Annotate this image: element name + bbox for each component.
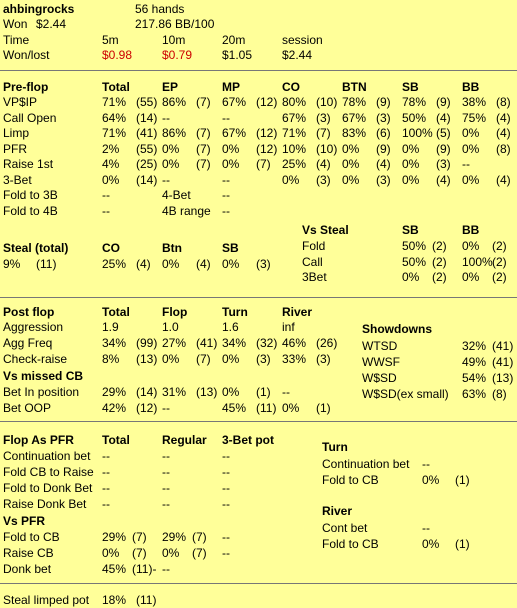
river-title: River — [322, 504, 353, 518]
preflop-cell-value: 100% — [402, 126, 433, 140]
preflop-cell-value: 0% — [402, 172, 420, 187]
preflop-cell-value: -- — [102, 188, 110, 202]
preflop-cell-count: (8) — [496, 95, 511, 109]
preflop-cell-count: (12) — [256, 141, 278, 156]
preflop-cell-count: (9) — [436, 95, 451, 109]
preflop-col-btn: BTN — [342, 80, 367, 94]
preflop-cell-count: (4) — [376, 157, 391, 171]
preflop-col-total: Total — [102, 80, 130, 94]
vs-steal-cell-value: 0% — [462, 239, 480, 253]
showdown-count: (13) — [492, 371, 514, 385]
preflop-cell-value: 71% — [102, 95, 127, 109]
preflop-cell-count: (9) — [376, 141, 391, 156]
vs-pfr-cell-value: -- — [162, 562, 170, 576]
preflop-cell-value: 0% — [102, 172, 120, 187]
postflop-cell-count: (99) — [136, 336, 158, 350]
flop-pfr-cell-value: -- — [102, 497, 110, 511]
vs-pfr-cell-value: 0% — [102, 546, 120, 560]
missed-cb-cell-count: (14) — [136, 385, 158, 399]
vs-pfr-cell-value: 29% — [102, 530, 127, 544]
player-name: ahbingrocks — [3, 2, 75, 16]
showdown-value: 54% — [462, 371, 487, 385]
preflop-col-ep: EP — [162, 80, 179, 94]
preflop-cell-count: (4) — [436, 110, 451, 125]
preflop-row-label: VP$IP — [3, 95, 38, 109]
preflop-cell-value: 0% — [342, 172, 360, 187]
vs-steal-row-label: 3Bet — [302, 270, 327, 284]
vs-pfr-cell-count: (11)- — [132, 562, 157, 576]
preflop-cell-value: -- — [462, 157, 470, 171]
period-20m-label: 20m — [222, 33, 246, 47]
preflop-cell-value: 0% — [342, 141, 360, 156]
preflop-cell-value: -- — [222, 110, 230, 125]
preflop-cell-value: 0% — [342, 157, 360, 171]
vs-steal-col-sb: SB — [402, 223, 419, 237]
preflop-cell-value: 75% — [462, 110, 487, 125]
preflop-title: Pre-flop — [3, 80, 49, 94]
bb-per-100: 217.86 BB/100 — [135, 17, 215, 31]
missed-cb-cell-value: 29% — [102, 385, 127, 399]
postflop-cell-count: (3) — [256, 352, 271, 366]
preflop-cell-count: (8) — [496, 141, 511, 156]
preflop-row-label: Limp — [3, 126, 30, 140]
river-count: (1) — [455, 537, 470, 551]
postflop-cell-count: (3) — [316, 352, 331, 366]
missed-cb-cell-value: 45% — [222, 401, 247, 415]
vs-pfr-title: Vs PFR — [3, 514, 46, 528]
vs-steal-cell-count: (2) — [492, 254, 507, 269]
preflop-cell-value: 0% — [162, 157, 180, 171]
preflop-cell-value: -- — [222, 188, 230, 202]
preflop-cell-value: 78% — [342, 95, 367, 109]
postflop-cell-value: 33% — [282, 352, 307, 366]
steal-col-sb: SB — [222, 241, 239, 255]
flop-pfr-cell-value: -- — [222, 497, 230, 511]
flop-pfr-row-label: Continuation bet — [3, 449, 91, 463]
turn-value: -- — [422, 457, 430, 471]
preflop-cell-value: -- — [222, 172, 230, 187]
turn-row-label: Continuation bet — [322, 457, 410, 471]
steal-limped-value: 18% — [102, 593, 127, 607]
postflop-cell-value: 34% — [102, 336, 127, 350]
missed-cb-cell-value: 0% — [282, 401, 300, 415]
preflop-cell-value: 0% — [282, 172, 300, 187]
flop-pfr-cell-value: -- — [222, 481, 230, 495]
missed-cb-cell-value: 42% — [102, 401, 127, 415]
flop-pfr-col-3bet: 3-Bet pot — [222, 433, 274, 447]
hands-count: 56 hands — [135, 2, 185, 16]
steal-btn-value: 0% — [162, 257, 180, 271]
missed-cb-row-label: Bet In position — [3, 385, 80, 399]
period-5m-label: 5m — [102, 33, 119, 47]
missed-cb-cell-count: (1) — [256, 385, 271, 399]
preflop-cell-count: (7) — [196, 95, 211, 109]
preflop-cell-value: 64% — [102, 110, 127, 125]
vs-steal-col-bb: BB — [462, 223, 480, 237]
preflop-row-label: PFR — [3, 141, 27, 156]
river-value: -- — [422, 521, 430, 535]
turn-title: Turn — [322, 440, 348, 454]
steal-total-title: Steal (total) — [3, 241, 69, 255]
section-divider — [0, 70, 517, 71]
turn-count: (1) — [455, 473, 470, 487]
preflop-cell-count: (4) — [436, 172, 451, 187]
preflop-row-label: Fold to 3B — [3, 188, 58, 202]
showdown-value: 63% — [462, 387, 487, 401]
postflop-row-label: Check-raise — [3, 352, 68, 366]
preflop-cell-value: 83% — [342, 126, 367, 140]
preflop-cell-count: (14) — [136, 172, 158, 187]
river-row-label: Fold to CB — [322, 537, 379, 551]
preflop-cell-count: (10) — [316, 95, 338, 109]
preflop-cell-count: (12) — [256, 95, 278, 109]
turn-row-label: Fold to CB — [322, 473, 379, 487]
missed-cb-cell-count: (11) — [256, 401, 277, 415]
steal-btn-count: (4) — [196, 257, 211, 271]
steal-limped-label: Steal limped pot — [3, 593, 90, 607]
flop-pfr-col-total: Total — [102, 433, 130, 447]
postflop-cell-value: 1.9 — [102, 320, 119, 334]
showdown-count: (8) — [492, 387, 507, 401]
period-session-label: session — [282, 33, 323, 47]
vs-steal-cell-value: 50% — [402, 254, 427, 269]
preflop-cell-value: 0% — [222, 141, 240, 156]
flop-pfr-title: Flop As PFR — [3, 433, 74, 447]
turn-value: 0% — [422, 473, 440, 487]
preflop-cell-value: 67% — [342, 110, 367, 125]
missed-cb-cell-value: 31% — [162, 385, 187, 399]
showdown-count: (41) — [492, 355, 514, 369]
flop-pfr-cell-value: -- — [162, 481, 170, 495]
preflop-cell-count: (55) — [136, 95, 158, 109]
vs-steal-row-label: Call — [302, 254, 323, 269]
preflop-cell-value: 10% — [282, 141, 307, 156]
vs-steal-cell-value: 0% — [402, 270, 420, 284]
showdowns-title: Showdowns — [362, 322, 432, 336]
flop-pfr-row-label: Fold to Donk Bet — [3, 481, 93, 495]
preflop-cell-value: 80% — [282, 95, 307, 109]
vs-steal-cell-count: (2) — [492, 239, 507, 253]
preflop-col-bb: BB — [462, 80, 480, 94]
preflop-cell-value: 0% — [162, 141, 180, 156]
preflop-col-sb: SB — [402, 80, 419, 94]
postflop-cell-count: (13) — [136, 352, 158, 366]
missed-cb-cell-value: -- — [162, 401, 170, 415]
preflop-cell-value: -- — [162, 172, 170, 187]
showdown-row-label: W$SD — [362, 371, 397, 385]
steal-sb-value: 0% — [222, 257, 240, 271]
preflop-cell-count: (4) — [496, 172, 511, 187]
postflop-cell-value: 0% — [222, 352, 240, 366]
vs-pfr-cell-value: 0% — [162, 546, 180, 560]
vs-pfr-cell-count: (7) — [192, 530, 207, 544]
postflop-cell-value: 0% — [162, 352, 180, 366]
period-10m-value: $0.79 — [162, 48, 193, 62]
preflop-cell-count: (6) — [376, 126, 391, 140]
postflop-cell-value: 46% — [282, 336, 307, 350]
preflop-col-co: CO — [282, 80, 300, 94]
missed-cb-title: Vs missed CB — [3, 369, 84, 383]
preflop-cell-count: (7) — [316, 126, 331, 140]
won-value: $2.44 — [36, 17, 67, 31]
preflop-col-mp: MP — [222, 80, 240, 94]
vs-pfr-cell-value: 45% — [102, 562, 127, 576]
preflop-cell-value: 4-Bet — [162, 188, 191, 202]
period-20m-value: $1.05 — [222, 48, 253, 62]
preflop-cell-count: (7) — [196, 157, 211, 171]
steal-co-count: (4) — [136, 257, 151, 271]
steal-total-value: 9% — [3, 257, 21, 271]
won-label: Won — [3, 17, 28, 31]
postflop-cell-value: inf — [282, 320, 295, 334]
preflop-cell-count: (4) — [496, 126, 511, 140]
period-5m-value: $0.98 — [102, 48, 133, 62]
preflop-cell-count: (9) — [436, 141, 451, 156]
postflop-title: Post flop — [3, 305, 55, 319]
showdown-value: 49% — [462, 355, 487, 369]
preflop-cell-value: 0% — [462, 141, 480, 156]
steal-co-value: 25% — [102, 257, 127, 271]
period-session-value: $2.44 — [282, 48, 313, 62]
showdown-row-label: W$SD(ex small) — [362, 387, 449, 401]
flop-pfr-col-regular: Regular — [162, 433, 207, 447]
vs-steal-cell-count: (2) — [432, 254, 447, 269]
postflop-cell-count: (41) — [196, 336, 218, 350]
preflop-row-label: Fold to 4B — [3, 203, 58, 218]
preflop-cell-count: (4) — [496, 110, 511, 125]
vs-pfr-row-label: Donk bet — [3, 562, 52, 576]
time-label: Time — [3, 33, 30, 47]
preflop-row-label: 3-Bet — [3, 172, 32, 187]
postflop-cell-count: (26) — [316, 336, 338, 350]
vs-steal-cell-count: (2) — [492, 270, 507, 284]
preflop-cell-count: (9) — [376, 95, 391, 109]
postflop-col-river: River — [282, 305, 313, 319]
preflop-cell-value: 38% — [462, 95, 487, 109]
postflop-cell-count: (32) — [256, 336, 278, 350]
steal-col-co: CO — [102, 241, 120, 255]
flop-pfr-cell-value: -- — [102, 465, 110, 479]
preflop-cell-value: 25% — [282, 157, 307, 171]
missed-cb-cell-count: (13) — [196, 385, 218, 399]
flop-pfr-cell-value: -- — [222, 465, 230, 479]
section-divider — [0, 421, 517, 422]
preflop-cell-count: (14) — [136, 110, 158, 125]
vs-pfr-row-label: Raise CB — [3, 546, 54, 560]
postflop-cell-value: 1.0 — [162, 320, 179, 334]
flop-pfr-cell-value: -- — [162, 497, 170, 511]
vs-pfr-cell-value: -- — [222, 530, 230, 544]
postflop-cell-count: (7) — [196, 352, 211, 366]
preflop-cell-value: 86% — [162, 126, 187, 140]
postflop-col-turn: Turn — [222, 305, 248, 319]
preflop-cell-value: 71% — [102, 126, 127, 140]
winlost-label: Won/lost — [3, 48, 50, 62]
missed-cb-row-label: Bet OOP — [3, 401, 52, 415]
river-row-label: Cont bet — [322, 521, 368, 535]
preflop-row-label: Call Open — [3, 110, 57, 125]
preflop-cell-count: (7) — [256, 157, 271, 171]
flop-pfr-cell-value: -- — [162, 465, 170, 479]
vs-pfr-cell-value: -- — [222, 546, 230, 560]
preflop-cell-count: (12) — [256, 126, 278, 140]
preflop-cell-value: 0% — [462, 172, 480, 187]
preflop-cell-count: (5) — [436, 126, 451, 140]
showdown-count: (41) — [492, 339, 514, 353]
vs-pfr-cell-count: (7) — [132, 530, 147, 544]
preflop-cell-value: 0% — [402, 157, 420, 171]
missed-cb-cell-value: -- — [282, 385, 290, 399]
preflop-cell-value: 2% — [102, 141, 120, 156]
showdown-value: 32% — [462, 339, 487, 353]
vs-pfr-cell-count: (7) — [132, 546, 147, 560]
postflop-cell-value: 1.6 — [222, 320, 239, 334]
preflop-cell-count: (3) — [376, 110, 391, 125]
preflop-cell-count: (10) — [316, 141, 338, 156]
preflop-cell-value: 78% — [402, 95, 427, 109]
steal-col-btn: Btn — [162, 241, 182, 255]
period-10m-label: 10m — [162, 33, 186, 47]
preflop-cell-count: (3) — [316, 172, 331, 187]
section-divider — [0, 583, 517, 584]
preflop-cell-count: (7) — [196, 141, 211, 156]
postflop-col-total: Total — [102, 305, 130, 319]
vs-pfr-cell-value: 29% — [162, 530, 187, 544]
postflop-row-label: Agg Freq — [3, 336, 53, 350]
preflop-cell-count: (41) — [136, 126, 158, 140]
preflop-cell-value: 0% — [402, 141, 420, 156]
preflop-cell-count: (55) — [136, 141, 158, 156]
preflop-cell-count: (4) — [316, 157, 331, 171]
preflop-cell-count: (3) — [376, 172, 391, 187]
preflop-cell-count: (7) — [196, 126, 211, 140]
preflop-cell-value: 86% — [162, 95, 187, 109]
preflop-cell-value: 67% — [282, 110, 307, 125]
missed-cb-cell-count: (12) — [136, 401, 158, 415]
vs-steal-row-label: Fold — [302, 239, 326, 253]
flop-pfr-cell-value: -- — [162, 449, 170, 463]
missed-cb-cell-value: 0% — [222, 385, 240, 399]
steal-total-count: (11) — [36, 257, 57, 271]
flop-pfr-row-label: Raise Donk Bet — [3, 497, 87, 511]
preflop-cell-value: 67% — [222, 95, 247, 109]
preflop-cell-value: 4% — [102, 157, 120, 171]
missed-cb-cell-count: (1) — [316, 401, 331, 415]
postflop-cell-value: 27% — [162, 336, 187, 350]
vs-steal-cell-count: (2) — [432, 239, 447, 253]
preflop-cell-value: 50% — [402, 110, 427, 125]
steal-sb-count: (3) — [256, 257, 271, 271]
flop-pfr-cell-value: -- — [102, 481, 110, 495]
preflop-cell-count: (3) — [316, 110, 331, 125]
vs-steal-title: Vs Steal — [302, 223, 349, 237]
section-divider — [0, 297, 517, 298]
showdown-row-label: WWSF — [362, 355, 400, 369]
river-value: 0% — [422, 537, 440, 551]
steal-limped-count: (11) — [136, 593, 157, 607]
preflop-row-label: Raise 1st — [3, 157, 54, 171]
postflop-cell-value: 8% — [102, 352, 120, 366]
vs-pfr-row-label: Fold to CB — [3, 530, 60, 544]
flop-pfr-cell-value: -- — [222, 449, 230, 463]
postflop-col-flop: Flop — [162, 305, 188, 319]
preflop-cell-value: 0% — [222, 157, 240, 171]
vs-steal-cell-value: 0% — [462, 270, 480, 284]
vs-steal-cell-value: 50% — [402, 239, 427, 253]
preflop-cell-value: 4B range — [162, 203, 211, 218]
preflop-cell-value: 0% — [462, 126, 480, 140]
preflop-cell-value: 67% — [222, 126, 247, 140]
preflop-cell-count: (25) — [136, 157, 158, 171]
preflop-cell-value: 71% — [282, 126, 307, 140]
flop-pfr-row-label: Fold CB to Raise — [3, 465, 94, 479]
vs-steal-cell-value: 100% — [462, 254, 493, 269]
preflop-cell-value: -- — [162, 110, 170, 125]
vs-steal-cell-count: (2) — [432, 270, 447, 284]
flop-pfr-cell-value: -- — [102, 449, 110, 463]
postflop-row-label: Aggression — [3, 320, 64, 334]
postflop-cell-value: 34% — [222, 336, 247, 350]
preflop-cell-value: -- — [102, 203, 110, 218]
showdown-row-label: WTSD — [362, 339, 398, 353]
vs-pfr-cell-count: (7) — [192, 546, 207, 560]
preflop-cell-count: (3) — [436, 157, 451, 171]
preflop-cell-value: -- — [222, 203, 230, 218]
